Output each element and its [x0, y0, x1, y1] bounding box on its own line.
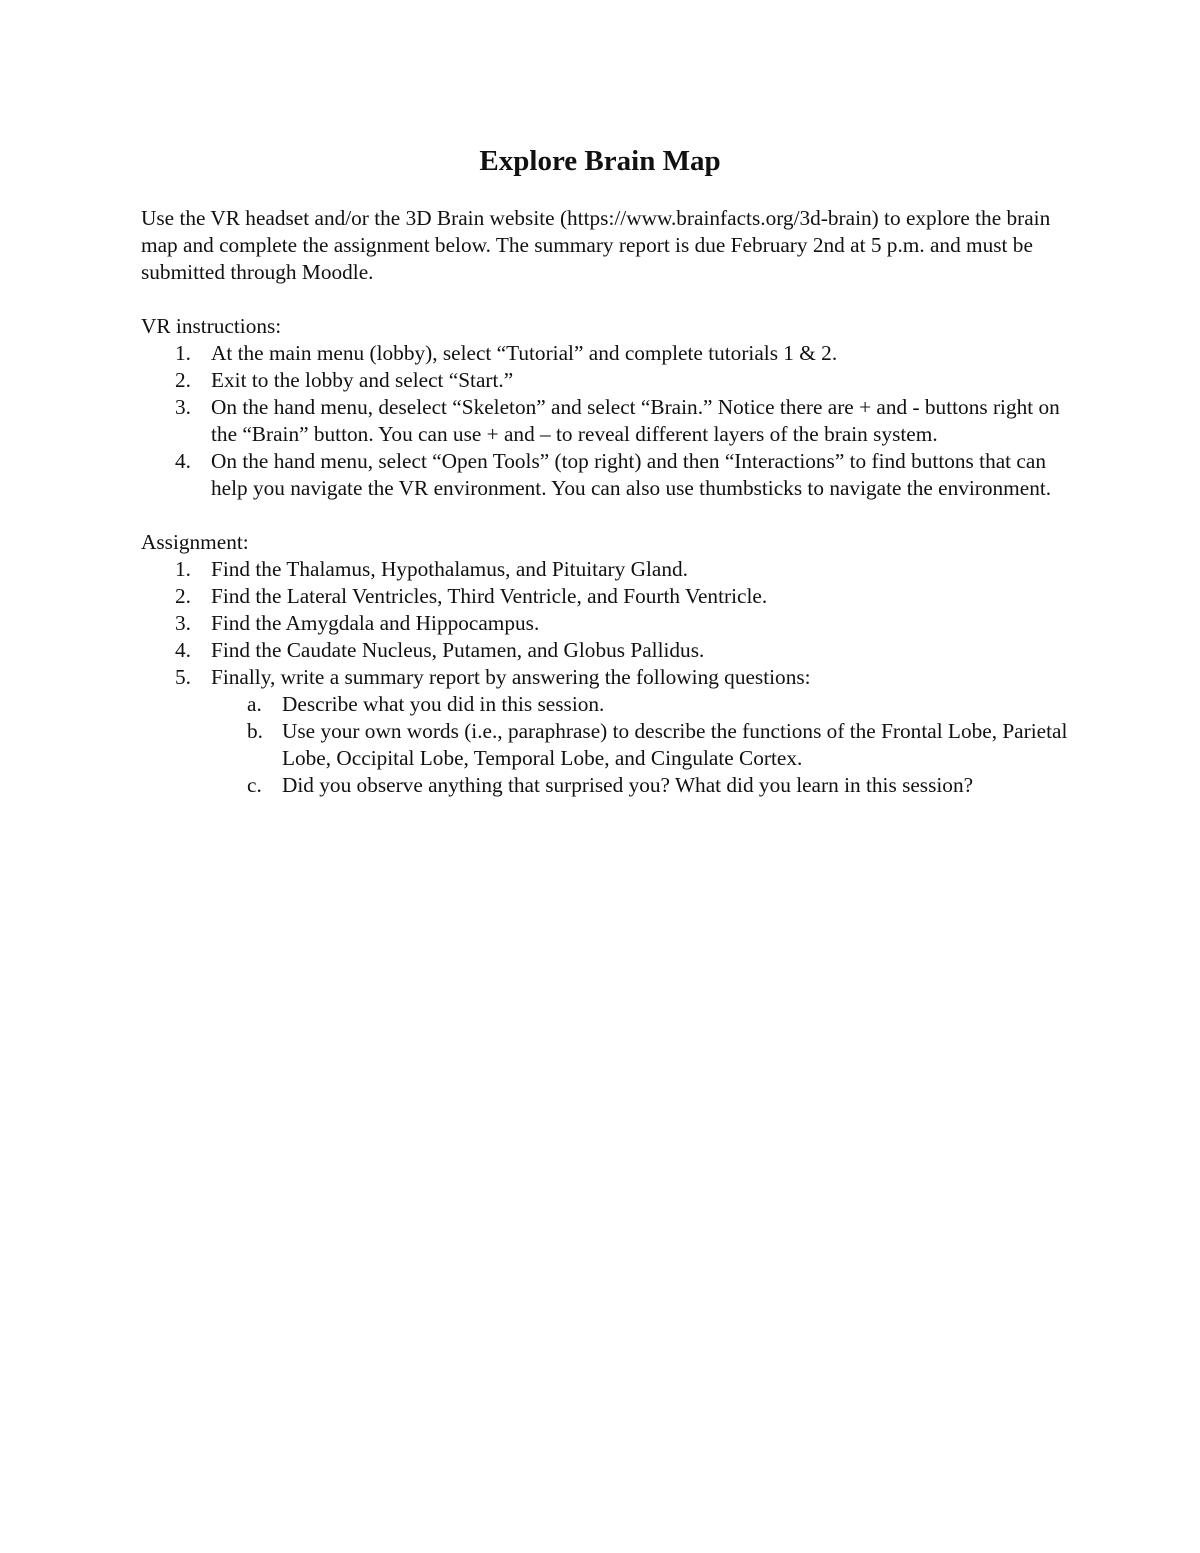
sublist-item	[141, 772, 1071, 799]
list-item-text: Find the Thalamus, Hypothalamus, and Pituitary Gland.	[211, 557, 688, 581]
list-item	[141, 367, 1071, 394]
sublist-item-text: Did you observe anything that surprised you? What did you learn in this session?	[282, 773, 974, 797]
list-item	[141, 340, 1071, 367]
page-title: Explore Brain Map	[479, 145, 721, 177]
sublist-item	[141, 691, 1071, 718]
list-item-text: Finally, write a summary report by answering the following questions:	[211, 665, 811, 689]
list-number: 3.	[175, 395, 191, 419]
sublist-item-text: Describe what you did in this session.	[282, 692, 605, 716]
vr-instructions-heading: VR instructions:	[141, 314, 282, 338]
list-number: 1.	[175, 341, 191, 365]
list-item	[141, 556, 1071, 583]
list-item-text: On the hand menu, deselect “Skeleton” and select “Brain.” Notice there are + and - buttons right on the “Brain” button. You can use + and – to reveal different layers of the brain system.	[211, 395, 1060, 446]
vr-instructions-list	[141, 340, 1071, 502]
list-number: 4.	[175, 638, 191, 662]
list-item-text: Find the Amygdala and Hippocampus.	[211, 611, 540, 635]
list-item	[141, 394, 1071, 448]
intro-paragraph: Use the VR headset and/or the 3D Brain website (https://www.brainfacts.org/3d-brain) to explore the brain map and complete the assignment below. The summary report is due February 2nd at 5 p.m. and must be submitted through Moodle.	[141, 206, 1051, 284]
list-item	[141, 583, 1071, 610]
list-item-text: Find the Caudate Nucleus, Putamen, and Globus Pallidus.	[211, 638, 705, 662]
list-number: 3.	[175, 611, 191, 635]
list-number: 2.	[175, 584, 191, 608]
assignment-heading: Assignment:	[141, 530, 249, 554]
list-item-text: At the main menu (lobby), select “Tutorial” and complete tutorials 1 & 2.	[211, 341, 838, 365]
sublist-letter: b.	[247, 719, 263, 743]
list-item-text: Find the Lateral Ventricles, Third Ventricle, and Fourth Ventricle.	[211, 584, 768, 608]
list-item-text: On the hand menu, select “Open Tools” (top right) and then “Interactions” to find buttons that can help you navigate the VR environment. You can also use thumbsticks to navigate the environment.	[211, 449, 1052, 500]
list-number: 2.	[175, 368, 191, 392]
sublist-letter: a.	[247, 692, 262, 716]
sublist-item-text: Use your own words (i.e., paraphrase) to describe the functions of the Frontal Lobe, Parietal Lobe, Occipital Lobe, Temporal Lobe, and Cingulate Cortex.	[282, 719, 1068, 770]
list-item-text: Exit to the lobby and select “Start.”	[211, 368, 514, 392]
list-item	[141, 637, 1071, 664]
list-item	[141, 610, 1071, 637]
assignment-list	[141, 556, 1071, 799]
list-number: 1.	[175, 557, 191, 581]
list-number: 5.	[175, 665, 191, 689]
sublist-item	[141, 718, 1071, 772]
list-item	[141, 664, 1071, 799]
list-number: 4.	[175, 449, 191, 473]
document-body	[141, 205, 1071, 799]
summary-questions-list	[211, 691, 1071, 799]
list-item	[141, 448, 1071, 502]
sublist-letter: c.	[247, 773, 262, 797]
